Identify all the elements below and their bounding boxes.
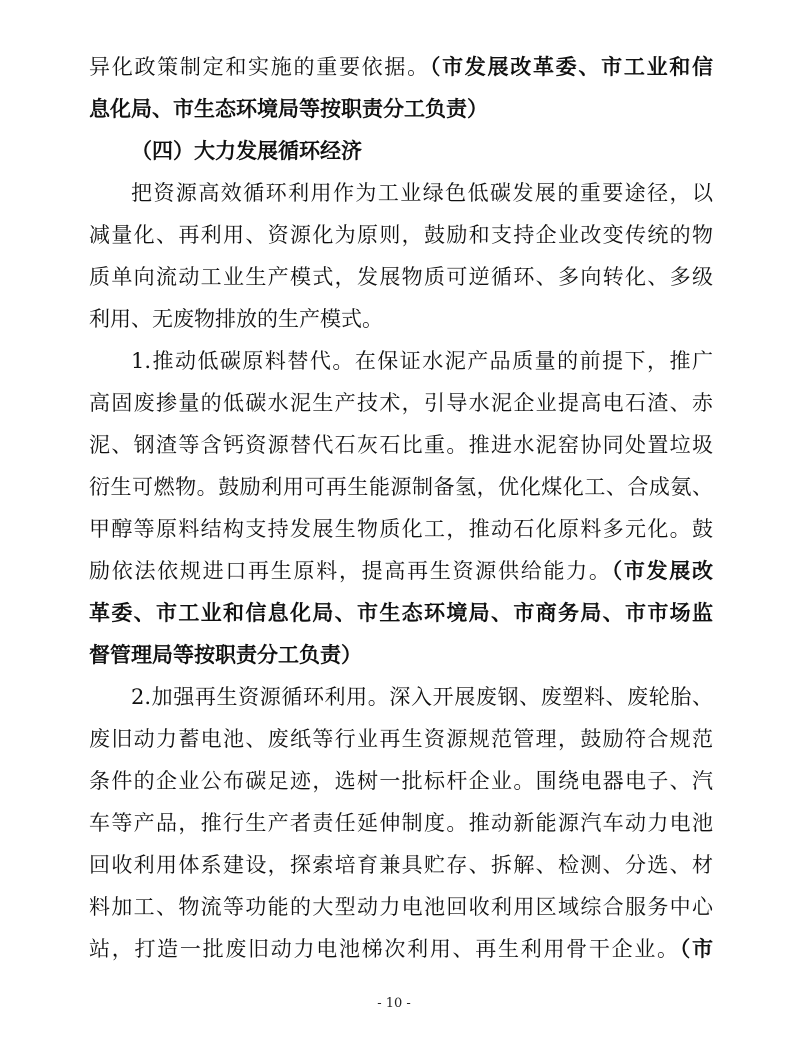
paragraph-line: 衍生可燃物。鼓励利用可再生能源制备氢，优化煤化工、合成氨、 — [89, 475, 713, 499]
responsibility-note: 督管理局等按职责分工负责） — [89, 643, 362, 667]
paragraph-line: 1.推动低碳原料替代。在保证水泥产品质量的前提下，推广 — [131, 349, 713, 373]
page-number: - 10 - — [377, 996, 411, 1011]
paragraph-line: 泥、钢渣等含钙资源替代石灰石比重。推进水泥窑协同处置垃圾 — [89, 433, 713, 457]
responsibility-note: （市发展改革委、市工业和信 — [429, 55, 714, 79]
paragraph-line — [89, 46, 713, 88]
body-text — [89, 46, 713, 970]
text-span: 励依法依规进口再生原料，提高再生资源供给能力。 — [89, 559, 612, 583]
section-heading: （四）大力发展循环经济 — [131, 139, 362, 163]
paragraph-line: 条件的企业公布碳足迹，选树一批标杆企业。围绕电器电子、汽 — [89, 769, 713, 793]
paragraph-line: 回收利用体系建设，探索培育兼具贮存、拆解、检测、分选、材 — [89, 853, 713, 877]
text-span: 站，打造一批废旧动力电池梯次利用、再生利用骨干企业。 — [89, 937, 680, 961]
paragraph-line: 废旧动力蓄电池、废纸等行业再生资源规范管理，鼓励符合规范 — [89, 727, 713, 751]
responsibility-note: （市发展改 — [611, 559, 713, 583]
paragraph-line: 甲醇等原料结构支持发展生物质化工，推动石化原料多元化。鼓 — [89, 517, 713, 541]
responsibility-note: （市 — [679, 937, 714, 961]
text-span: 异化政策制定和实施的重要依据。 — [89, 55, 430, 79]
paragraph-line: 料加工、物流等功能的大型动力电池回收利用区域综合服务中心 — [89, 895, 713, 919]
paragraph-line: 利用、无废物排放的生产模式。 — [89, 307, 383, 331]
paragraph-line — [89, 550, 713, 592]
responsibility-note: 息化局、市生态环境局等按职责分工负责） — [89, 97, 488, 121]
paragraph-line: 减量化、再利用、资源化为原则，鼓励和支持企业改变传统的物 — [89, 223, 713, 247]
paragraph-line: 把资源高效循环利用作为工业绿色低碳发展的重要途径，以 — [131, 181, 713, 205]
paragraph-line: 车等产品，推行生产者责任延伸制度。推动新能源汽车动力电池 — [89, 811, 713, 835]
paragraph-line: 2.加强再生资源循环利用。深入开展废钢、废塑料、废轮胎、 — [131, 685, 713, 709]
paragraph-line — [89, 928, 713, 970]
paragraph-line: 高固废掺量的低碳水泥生产技术，引导水泥企业提高电石渣、赤 — [89, 391, 713, 415]
responsibility-note: 革委、市工业和信息化局、市生态环境局、市商务局、市市场监 — [89, 601, 713, 625]
paragraph-line: 质单向流动工业生产模式，发展物质可逆循环、多向转化、多级 — [89, 265, 713, 289]
paragraph-line — [89, 88, 713, 130]
